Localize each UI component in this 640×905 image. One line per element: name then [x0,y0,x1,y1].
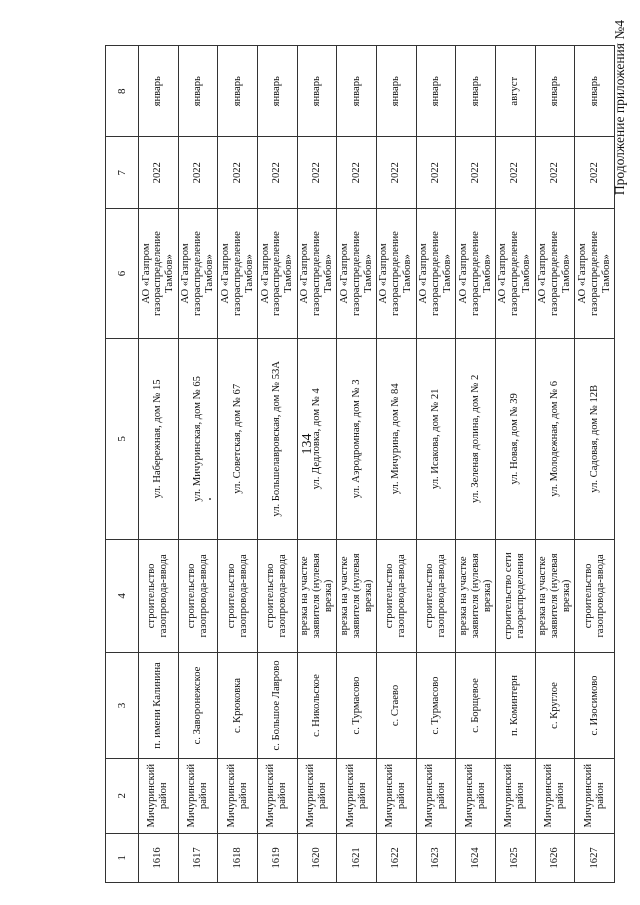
district-cell: Мичуринский район [535,758,575,833]
settlement-cell: с. Борщевое [456,653,496,759]
organization-cell: АО «Газпром газораспределение Тамбов» [456,208,496,338]
work-type-cell: врезка на участке заявителя (нулевая врезка) [535,539,575,653]
settlement-cell: с. Турмасово [416,653,456,759]
work-type-cell: врезка на участке заявителя (нулевая врезка) [337,539,377,653]
district-cell: Мичуринский район [575,758,615,833]
district-cell: Мичуринский район [456,758,496,833]
organization-cell: АО «Газпром газораспределение Тамбов» [416,208,456,338]
organization-cell: АО «Газпром газораспределение Тамбов» [178,208,218,338]
month-cell: январь [139,46,179,137]
header-col-1: 1 [106,833,139,882]
month-cell: январь [376,46,416,137]
settlement-cell: с. Заворонежское [178,653,218,759]
header-col-4: 4 [106,539,139,653]
settlement-cell: с. Изосимово [575,653,615,759]
continuation-title: Продолжение приложения №4 [612,20,627,196]
work-type-cell: строительство сети газораспределения [495,539,535,653]
month-cell: январь [456,46,496,137]
settlement-cell: п. имени Калинина [139,653,179,759]
table-row [139,46,179,883]
table-row [297,46,337,883]
row-number: 1626 [535,833,575,882]
row-number: 1625 [495,833,535,882]
header-col-3: 3 [106,653,139,759]
header-col-2: 2 [106,758,139,833]
row-number: 1623 [416,833,456,882]
row-number: 1619 [257,833,297,882]
district-cell: Мичуринский район [416,758,456,833]
year-cell: 2022 [376,137,416,209]
table-row [535,46,575,883]
year-cell: 2022 [297,137,337,209]
work-type-cell: строительство газопровода-ввода [218,539,258,653]
table-row [495,46,535,883]
month-cell: август [495,46,535,137]
year-cell: 2022 [257,137,297,209]
organization-cell: АО «Газпром газораспределение Тамбов» [218,208,258,338]
work-type-cell: строительство газопровода-ввода [257,539,297,653]
settlement-cell: с. Стаево [376,653,416,759]
month-cell: январь [218,46,258,137]
address-cell: ул. Садовая, дом № 12В [575,339,615,539]
row-number: 1624 [456,833,496,882]
address-cell: ул. Советская, дом № 67 [218,339,258,539]
settlement-cell: с. Круглое [535,653,575,759]
table-row [376,46,416,883]
organization-cell: АО «Газпром газораспределение Тамбов» [337,208,377,338]
organization-cell: АО «Газпром газораспределение Тамбов» [257,208,297,338]
row-number: 1627 [575,833,615,882]
settlement-cell: с. Турмасово [337,653,377,759]
work-type-cell: врезка на участке заявителя (нулевая врезка) [297,539,337,653]
year-cell: 2022 [337,137,377,209]
table-row [218,46,258,883]
district-cell: Мичуринский район [297,758,337,833]
work-type-cell: строительство газопровода-ввода [376,539,416,653]
year-cell: 2022 [456,137,496,209]
month-cell: январь [575,46,615,137]
row-number: 1618 [218,833,258,882]
address-cell: ул. Зеленая долина, дом № 2 [456,339,496,539]
row-number: 1620 [297,833,337,882]
district-cell: Мичуринский район [178,758,218,833]
address-cell: ул. Набережная, дом № 15 [139,339,179,539]
district-cell: Мичуринский район [139,758,179,833]
month-cell: январь [297,46,337,137]
district-cell: Мичуринский район [337,758,377,833]
address-cell: ул. Большелавровская, дом № 53А [257,339,297,539]
header-row [106,46,139,883]
table-row [178,46,218,883]
address-cell: ул. Молодежная, дом № 6 [535,339,575,539]
address-cell: ул. Мичуринская, дом № 65 [178,339,218,539]
table-row [257,46,297,883]
district-cell: Мичуринский район [257,758,297,833]
rotated-table-frame [105,45,615,883]
organization-cell: АО «Газпром газораспределение Тамбов» [575,208,615,338]
organization-cell: АО «Газпром газораспределение Тамбов» [297,208,337,338]
work-type-cell: строительство газопровода-ввода [416,539,456,653]
settlement-cell: с. Большое Лаврово [257,653,297,759]
year-cell: 2022 [535,137,575,209]
address-cell: ул. Новая, дом № 39 [495,339,535,539]
work-type-cell: строительство газопровода-ввода [139,539,179,653]
table-row [456,46,496,883]
gas-connection-table [105,45,615,883]
year-cell: 2022 [416,137,456,209]
row-number: 1621 [337,833,377,882]
header-col-5: 5 [106,339,139,539]
year-cell: 2022 [495,137,535,209]
organization-cell: АО «Газпром газораспределение Тамбов» [139,208,179,338]
district-cell: Мичуринский район [376,758,416,833]
row-number: 1617 [178,833,218,882]
address-cell: ул. Дедловка, дом № 4 [297,339,337,539]
work-type-cell: строительство газопровода-ввода [178,539,218,653]
address-cell: ул. Мичурина, дом № 84 [376,339,416,539]
year-cell: 2022 [178,137,218,209]
address-cell: ул. Аэродромная, дом № 3 [337,339,377,539]
row-number: 1622 [376,833,416,882]
settlement-cell: п. Коминтерн [495,653,535,759]
month-cell: январь [337,46,377,137]
year-cell: 2022 [139,137,179,209]
table-container [105,45,615,883]
district-cell: Мичуринский район [495,758,535,833]
page-number: 134 [300,433,315,455]
year-cell: 2022 [575,137,615,209]
table-row [575,46,615,883]
month-cell: январь [257,46,297,137]
district-cell: Мичуринский район [218,758,258,833]
settlement-cell: с. Крюковка [218,653,258,759]
row-number: 1616 [139,833,179,882]
organization-cell: АО «Газпром газораспределение Тамбов» [535,208,575,338]
header-col-6: 6 [106,208,139,338]
address-cell: ул. Исакова, дом № 21 [416,339,456,539]
settlement-cell: с. Никольское [297,653,337,759]
work-type-cell: врезка на участке заявителя (нулевая врезка) [456,539,496,653]
header-col-8: 8 [106,46,139,137]
organization-cell: АО «Газпром газораспределение Тамбов» [376,208,416,338]
work-type-cell: строительство газопровода-ввода [575,539,615,653]
organization-cell: АО «Газпром газораспределение Тамбов» [495,208,535,338]
month-cell: январь [535,46,575,137]
header-col-7: 7 [106,137,139,209]
year-cell: 2022 [218,137,258,209]
month-cell: январь [416,46,456,137]
table-row [337,46,377,883]
month-cell: январь [178,46,218,137]
table-row [416,46,456,883]
